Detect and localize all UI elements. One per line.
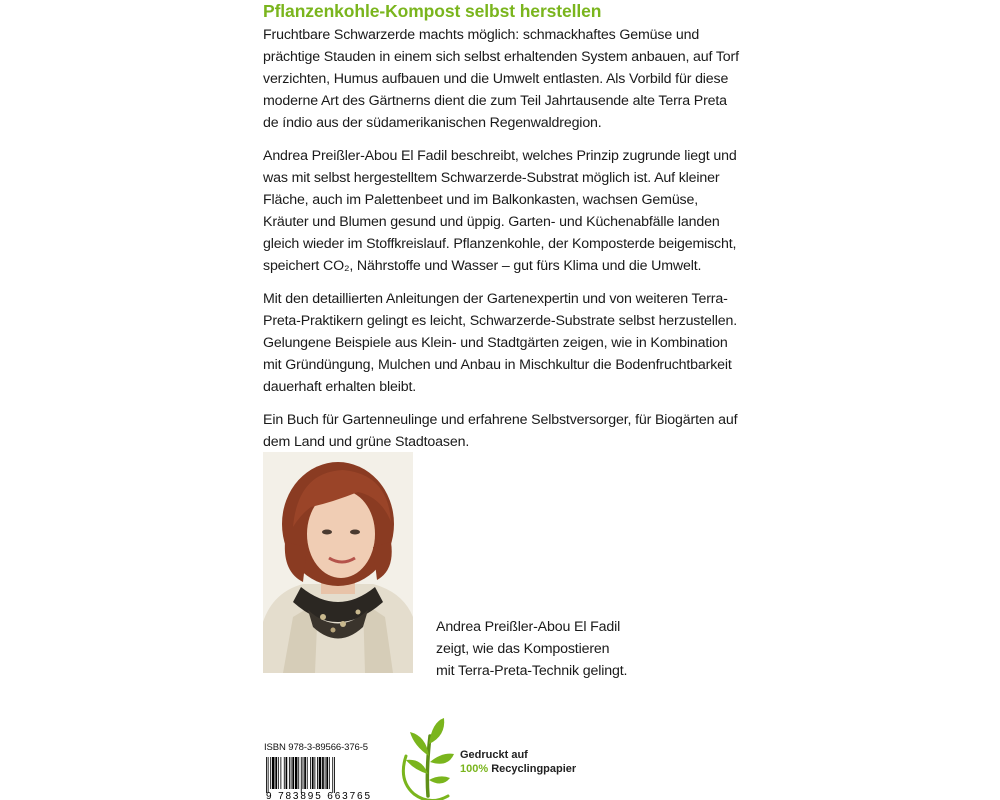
- author-caption: [436, 616, 627, 682]
- barcode-bar: [295, 757, 298, 789]
- barcode-bar: [317, 757, 318, 789]
- barcode-bar: [301, 757, 302, 793]
- barcode-bar: [272, 757, 275, 789]
- eco-label-rest: Recyclingpapier: [491, 763, 577, 775]
- caption-line-1: Andrea Preißler-Abou El Fadil: [436, 619, 621, 635]
- barcode-bar: [322, 757, 324, 789]
- barcode-bar: [312, 757, 314, 789]
- isbn-text: ISBN 978-3-89566-376-5: [264, 742, 368, 753]
- eco-label-line-1: Gedruckt auf: [460, 749, 528, 761]
- barcode-bar: [292, 757, 294, 789]
- barcode-bar: [334, 757, 335, 793]
- blurb-paragraph-3: Mit den detaillierten Anleitungen der Gartenexpertin und von weiteren Terra-Preta-Praktikern gelingt es leicht, Schwarzerde-Substrate selbst herzustellen. Gelungene Beispiele aus Klein- und Stadtgärten zeigen, wie in Kombination mit Gründüngung, Mulchen und Anbau in Mischkultur die Bodenfruchtbarkeit dauerhaft erhalten bleibt.: [263, 291, 738, 395]
- barcode-bar: [275, 757, 277, 789]
- barcode-bar: [278, 757, 279, 789]
- barcode-bar: [329, 757, 330, 789]
- blurb-paragraph-1: Fruchtbare Schwarzerde machts möglich: schmackhaftes Gemüse und prächtige Stauden in einem sich selbst erhaltenden System anbauen, auf Torf verzichten, Humus aufbauen und die Umwelt entlasten. Als Vorbild für diese moderne Art des Gärtnerns dient die zum Teil Jahrtausende alte Terra Preta de índio aus der südamerikanischen Regenwaldregion.: [263, 27, 739, 131]
- barcode-bar: [289, 757, 290, 789]
- barcode-digits: 9 783895 663765: [266, 791, 370, 800]
- eco-label-line-2: [460, 762, 576, 776]
- eco-label: [460, 748, 576, 776]
- eco-label-percent: 100%: [460, 763, 489, 775]
- barcode-bar: [326, 757, 328, 789]
- blurb-paragraph-2: Andrea Preißler-Abou El Fadil beschreibt, welches Prinzip zugrunde liegt und was mit selbst hergestelltem Schwarzerde-Substrat möglich ist. Auf kleiner Fläche, auch im Palettenbeet und im Balkonkasten, wachsen Gemüse, Kräuter und Blumen gesund und üppig. Garten- und Küchenabfälle landen gleich wieder im Stoffkreislauf. Pflanzenkohle, der Komposterde beigemischt, speichert CO₂, Nährstoffe und Wasser – gut fürs Klima und die Umwelt.: [263, 148, 737, 274]
- blurb-paragraph-4: Ein Buch für Gartenneulinge und erfahrene Selbstversorger, für Biogärten auf dem Land und grüne Stadtoasen.: [263, 412, 738, 450]
- barcode-bar: [314, 757, 315, 789]
- barcode-bar: [280, 757, 281, 789]
- barcode-bar: [304, 757, 306, 789]
- barcode-bar: [284, 757, 285, 789]
- barcode-bar: [291, 757, 292, 789]
- barcode-bar: [325, 757, 326, 789]
- barcode-bar: [270, 757, 271, 789]
- barcode-bar: [266, 757, 267, 793]
- plant-sprout-icon: [396, 716, 458, 800]
- barcode-bar: [319, 757, 322, 789]
- author-photo: [263, 452, 413, 673]
- barcode-bar: [286, 757, 288, 789]
- barcode-bar: [298, 757, 299, 789]
- barcode-bar: [332, 757, 333, 793]
- book-title: Pflanzenkohle-Kompost selbst herstellen: [263, 1, 602, 21]
- barcode-bar: [268, 757, 269, 793]
- blurb-text: [263, 24, 743, 464]
- caption-line-3: mit Terra-Preta-Technik gelingt.: [436, 663, 628, 679]
- barcode-bar: [307, 757, 308, 789]
- caption-line-2: zeigt, wie das Kompostieren: [436, 641, 610, 657]
- barcode: [264, 757, 372, 800]
- barcode-bar: [303, 757, 304, 789]
- barcode-bar: [310, 757, 311, 789]
